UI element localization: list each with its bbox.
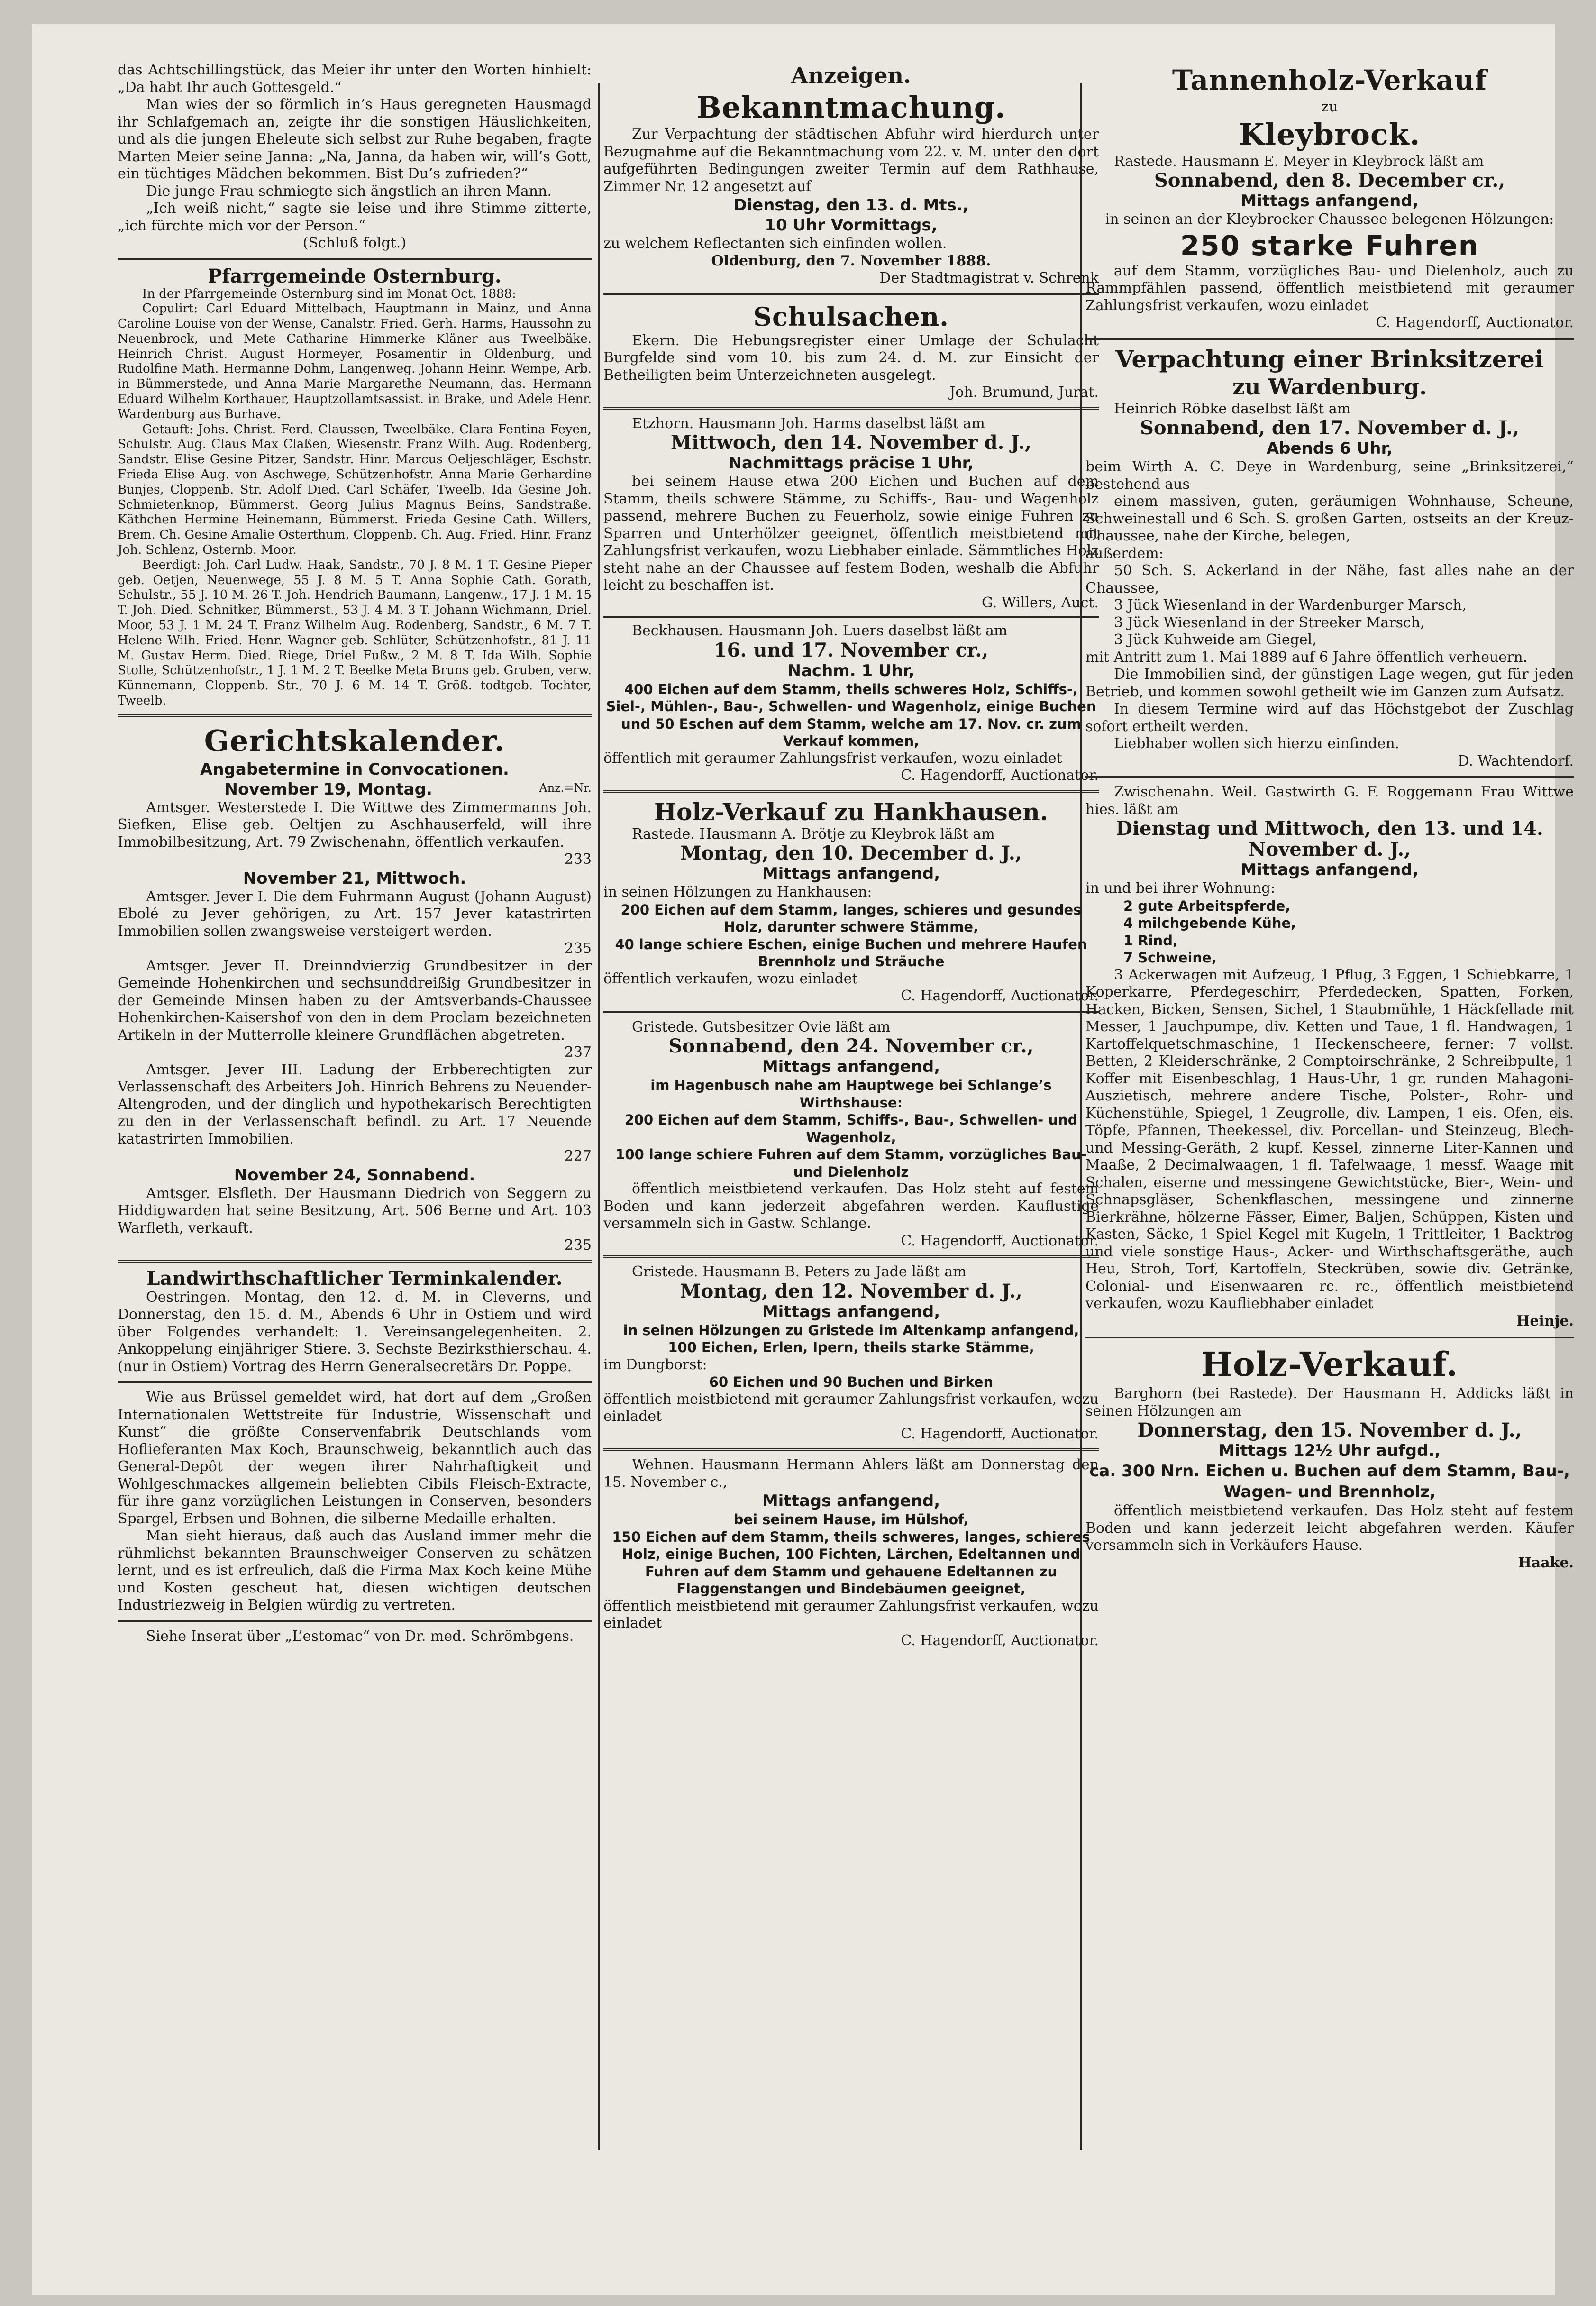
divider — [603, 293, 1099, 295]
divider — [118, 1620, 592, 1622]
ad-head: Rastede. Hausmann E. Meyer in Kleybrock läßt am — [1114, 153, 1484, 170]
ad-date: 16. und 17. November cr., — [713, 639, 989, 661]
divider — [118, 1381, 592, 1383]
ad-signature: C. Hagendorff, Auctionator. — [901, 988, 1099, 1004]
ad-text: öffentlich mit geraumer Zahlungsfrist verkaufen, wozu einladet — [603, 750, 1062, 767]
ad-goods: 150 Eichen auf dem Stamm, theils schweres, langes, schieres Holz, einige Buchen, 100 Fichten, Lärchen, Edeltannen und Fuhren auf dem Stamm und gehauene Edeltannen zu Flaggenstangen und Bindebäumen geeignet, — [612, 1528, 1090, 1597]
story-paragraph: „Ich weiß nicht,“ sagte sie leise und ihre Stimme zitterte, „ich fürchte mich vor der Person.“ — [118, 200, 592, 234]
ad-text: öffentlich verkaufen, wozu einladet — [603, 970, 858, 987]
divider — [603, 407, 1099, 410]
column-header-nr: Anz.=Nr. — [539, 781, 592, 795]
ad-date: Donnerstag, den 15. November d. J., — [1137, 1419, 1522, 1441]
ad-time: Mittags 12½ Uhr aufgd., — [1218, 1441, 1441, 1460]
agri-calendar-text: Oestringen. Montag, den 12. d. M. in Cleverns, und Donnerstag, den 15. d. M., Abends 6 Uhr in Ostiem und wird über Folgendes verhandelt: 1. Vereinsangelegenheiten. 2. Ankoppelung einjähriger Stiere. 3. Sechste Bezirksthierschau. 4. (nur in Ostiem) Vortrag des Herrn Generalsecretärs Dr. Poppe. — [118, 1289, 592, 1375]
story-continued: (Schluß folgt.) — [302, 235, 407, 251]
ad-goods: 60 Eichen und 90 Buchen und Birken — [709, 1374, 994, 1390]
advertisements-heading: Anzeigen. — [791, 63, 911, 88]
ad-time: Mittags anfangend, — [762, 1302, 940, 1321]
ad-head: Heinrich Röbke daselbst läßt am — [1114, 400, 1351, 417]
fir-sale-zu: zu — [1321, 99, 1338, 115]
zwischenahn-ad — [1085, 784, 1574, 1330]
parish-title: Pfarrgemeinde Osternburg. — [208, 265, 502, 287]
ad-time: Nachmittags präcise 1 Uhr, — [728, 454, 974, 473]
ad-text: Die Immobilien sind, der günstigen Lage wegen, gut für jeden Betrieb, und kommen sowohl getheilt wie im Ganzen zum Aufsatz. — [1085, 666, 1574, 700]
ad-item: 1 Rind, — [1123, 932, 1178, 949]
ad-location: in seinen an der Kleybrocker Chaussee belegenen Hölzungen: — [1105, 211, 1554, 228]
ad-goods: 40 lange schiere Eschen, einige Buchen und mehrere Haufen Brennholz und Sträuche — [615, 936, 1087, 970]
ad-text: mit Antritt zum 1. Mai 1889 auf 6 Jahre öffentlich verheuern. — [1085, 649, 1528, 666]
notice-paragraph: Man sieht hieraus, daß auch das Ausland immer mehr die rühmlichst bekannten Braunschweiger Conserven zu schätzen lernt, und es ist erfreulich, daß die Firma Max Koch keine Mühe und Kosten gescheut hat, diesen wichtigen deutschen Industriezweig in Belgien würdig zu vertreten. — [118, 1528, 592, 1614]
hankhausen-ad — [603, 826, 1099, 1005]
court-date: November 21, Mittwoch. — [243, 869, 466, 888]
ad-text: bei seinem Hause etwa 200 Eichen und Buchen auf dem Stamm, theils schwere Stämme, zu Schiffs-, Bau- und Wagenholz passend, mehrere Buchen zu Feuerholz, sowie einige Fuhren zu Sparren und Unterhölzer geeignet, öffentlich meistbietend mit Zahlungsfrist verkaufen, wozu Liebhaber einlade. Sämmtliches Holz steht nahe an der Chaussee auf festem Boden, weshalb die Abfuhr leicht zu beschaffen ist. — [603, 473, 1099, 594]
ad-date: Dienstag und Mittwoch, den 13. und 14. November d. J., — [1116, 817, 1543, 860]
ad-item: 7 Schweine, — [1123, 950, 1217, 966]
ad-location: im Hagenbusch nahe am Hauptwege bei Schlange’s Wirthshause: — [650, 1077, 1052, 1111]
ad-time: Mittags anfangend, — [762, 1492, 940, 1510]
ad-time: Nachm. 1 Uhr, — [787, 661, 915, 680]
ad-time: Mittags anfangend, — [1240, 860, 1419, 879]
ad-text: 3 Ackerwagen mit Aufzeug, 1 Pflug, 3 Eggen, 1 Schiebkarre, 1 Koperkarre, Pferdegeschirr, Pferdedecken, Spatten, Forken, Hacken, Bicken, Sensen, Sichel, 1 Staubmühle, 1 Häckfellade mit Messer, 1 Jauchpumpe, div. Ketten und Taue, 1 fl. Handwagen, 1 Kartoffelquetschmaschine, 1 Heckenscheere, ferner: 7 vollst. Betten, 2 Kleiderschränke, 2 Comptoirschränke, 2 Schreibpulte, 1 Koffer mit Eisenbeschlag, 1 Haus-Uhr, 1 gr. runden Mahagoni-Auszietisch, mehrere andere Tische, Polster-, Rohr- und Küchenstühle, Spiegel, 1 Zeugrolle, div. Lampen, 1 eis. Ofen, eis. Töpfe, Pfannen, Theekessel, div. Porcellan- und Steinzeug, Blech- und Messing-Geräth, 2 kupf. Kessel, zinnerne Liter-Kannen und Maaße, 2 Decimalwaagen, 1 fl. Tafelwaage, 1 messf. Waage mit Schalen, eiserne und messingene Gewichtstücke, Bier-, Wein- und Schnapsgläser, Schenkflaschen, messingene und zinnerne Bierkrähne, hölzerne Fässer, Eimer, Baljen, Schüppen, Kisten und Kasten, Säcke, 1 Spiel Kegel mit Kugeln, 1 Trittleiter, 1 Backtrog und viele sonstige Haus-, Acker- und Wirthschaftsgeräthe, auch Heu, Stroh, Torf, Kartoffeln, Steckrüben, sowie div. Getränke, Colonial- und Eisenwaaren rc. rc., öffentlich meistbietend verkaufen, wozu Kaufliebhaber einladet — [1085, 966, 1574, 1312]
ad-text: Ekern. Die Hebungsregister einer Umlage der Schulacht Burgfelde sind vom 10. bis zum 24. d. M. zur Einsicht der Betheiligten beim Unterzeichneten ausgelegt. — [603, 332, 1099, 384]
school-title: Schulsachen. — [753, 301, 949, 332]
ad-head: Etzhorn. Hausmann Joh. Harms daselbst läßt am — [632, 415, 985, 432]
divider — [1085, 1336, 1574, 1338]
notice-paragraph: Wie aus Brüssel gemeldet wird, hat dort auf dem „Großen Internationalen Wettstreite für Industrie, Wissenschaft und Kunst“ die größte Conservenfabrik Deutschlands vom Hoflieferanten Max Koch, Braunschweig, bekanntlich auch das General-Depôt der wegen ihrer Nahrhaftigkeit und Wohlgeschmackes allgemein beliebten Cibils Fleisch-Extracte, für ihre ganz vorzüglichen Leistungen in Conserven, besonders Spargel, Erbsen und Bohnen, die silberne Medaille erhalten. — [118, 1389, 592, 1527]
ad-date: Sonnabend, den 17. November d. J., — [1140, 417, 1520, 439]
parish-records — [118, 287, 592, 709]
ad-signature: D. Wachtendorf. — [1458, 752, 1574, 769]
ad-highlight: 250 starke Fuhren — [1180, 229, 1479, 262]
etzhorn-ad — [603, 415, 1099, 612]
ad-signature: Der Stadtmagistrat v. Schrenk — [879, 270, 1099, 286]
column-1 — [118, 62, 592, 2261]
ad-text: zu welchem Reflectanten sich einfinden wollen. — [603, 235, 947, 252]
ad-head: Gristede. Hausmann B. Peters zu Jade läßt am — [632, 1263, 967, 1280]
ad-item: 2 gute Arbeitspferde, — [1123, 897, 1291, 914]
divider — [603, 1448, 1099, 1451]
brink-ad — [1085, 401, 1574, 770]
divider — [118, 1260, 592, 1263]
column-3 — [1085, 62, 1574, 2261]
brink-title: Verpachtung einer Brinksitzerei — [1115, 345, 1544, 373]
ad-date: Sonnabend, den 24. November cr., — [668, 1035, 1034, 1057]
ad-date: Sonnabend, den 8. December cr., — [1154, 169, 1505, 192]
fir-sale-title: Tannenholz-Verkauf — [1172, 64, 1487, 96]
ad-date: Montag, den 10. December d. J., — [680, 842, 1022, 864]
ad-item: außerdem: — [1085, 545, 1164, 562]
parish-buried: Beerdigt: Joh. Carl Ludw. Haak, Sandstr., 70 J. 8 M. 1 T. Gesine Pieper geb. Oetjen, Neuenwege, 55 J. 8 M. 5 T. Anna Sophie Cath. Gorath, Schulstr., 55 J. 10 M. 26 T. Joh. Hendrich Baumann, Langenw., 17 J. 1 M. 15 T. Joh. Died. Schnitker, Bümmerst., 53 J. 4 M. 3 T. Johann Wichmann, Driel. Moor, 53 J. 1 M. 24 T. Franz Wilhelm Aug. Rodenberg, Sandstr., 6 M. 7 T. Helene Wilh. Fried. Henr. Wagner geb. Schlüter, Schützenhofstr., 81 J. 11 M. Gustav Herm. Died. Riege, Driel Fußw., 2 M. 8 T. Ida Wilh. Sophie Stolle, Schützenhofstr., 1 J. 1 M. 2 T. Beelke Meta Bruns geb. Gruben, verw. Künnemann, Cloppenb. Str., 70 J. 6 M. 14 T. Größ. todtgeb. Tochter, Tweelb. — [118, 558, 592, 708]
ad-item: 3 Jück Kuhweide am Giegel, — [1114, 631, 1317, 648]
ad-head: Gristede. Gutsbesitzer Ovie läßt am — [632, 1018, 891, 1035]
ad-signature: C. Hagendorff, Auctionator. — [1376, 314, 1574, 331]
ad-place-date: Oldenburg, den 7. November 1888. — [711, 252, 991, 269]
wehnen-ad — [603, 1456, 1099, 1649]
gristede-ad-1 — [603, 1019, 1099, 1250]
ad-item: einem massiven, guten, geräumigen Wohnhause, Scheune, Schweinestall und 6 Sch. S. großen Garten, ostseits an der Kreuz-Chaussee, nahe der Kirche, belegen, — [1085, 493, 1574, 544]
ad-date: Dienstag, den 13. d. Mts., — [733, 196, 969, 215]
divider — [1085, 338, 1574, 340]
ad-text: öffentlich meistbietend verkaufen. Das Holz steht auf festem Boden und kann jederzeit abgefahren werden. Kauflustige versammeln sich in Gastw. Schlange. — [603, 1180, 1099, 1232]
story-paragraph: Die junge Frau schmiegte sich ängstlich an ihren Mann. — [146, 183, 552, 200]
ad-goods: 200 Eichen auf dem Stamm, langes, schieres und gesundes Holz, darunter schwere Stämme, — [620, 901, 1082, 935]
gristede-ad-2 — [603, 1263, 1099, 1443]
ad-text: öffentlich meistbietend mit geraumer Zahlungsfrist verkaufen, wozu einladet — [603, 1391, 1099, 1425]
court-calendar-title: Gerichtskalender. — [204, 723, 505, 758]
serial-story — [118, 62, 592, 252]
divider — [603, 790, 1099, 793]
brussels-notice — [118, 1389, 592, 1614]
court-entry: Amtsger. Westerstede I. Die Wittwe des Zimmermanns Joh. Siefken, Elise geb. Oeltjen zu Aschhauserfeld, will ihre Immobilbesitzung, Art. 79 Zwischenahn, öffentlich verkaufen. — [118, 799, 592, 851]
ad-text: öffentlich meistbietend mit geraumer Zahlungsfrist verkaufen, wozu einladet — [603, 1597, 1099, 1631]
ad-time: Mittags anfangend, — [762, 1057, 940, 1076]
agri-calendar-title: Landwirthschaftlicher Terminkalender. — [146, 1267, 563, 1290]
parish-baptized: Getauft: Johs. Christ. Ferd. Claussen, Tweelbäke. Clara Fentina Feyen, Schulstr. Aug. Claus Max Claßen, Wiesenstr. Franz Wilh. Aug. Rodenberg, Sandstr. Elise Gesine Pitzer, Sandstr. Hinr. Marcus Oeljeschläger, Eschstr. Frieda Elise Aug. von Aschwege, Schützenhofstr. Anna Marie Gerhardine Bunjes, Cloppenb. Str. Adolf Died. Carl Schäfer, Tweelb. Ida Gesine Joh. Schmietenknop, Bümmerst. Georg Julius Magnus Beins, Sandstraße. Käthchen Hermine Heinemann, Bümmerst. Frieda Gesine Cath. Willers, Brem. Ch. Gesine Amalie Osterthum, Cloppenb. Ch. Aug. Fried. Hinr. Franz Joh. Schlenz, Osternb. Moor. — [118, 422, 592, 558]
ad-time: 10 Uhr Vormittags, — [765, 216, 938, 235]
beckhausen-ad — [603, 622, 1099, 785]
ad-text: In diesem Termine wird auf das Höchstgebot der Zuschlag sofort ertheilt werden. — [1085, 701, 1574, 735]
ad-location: in und bei ihrer Wohnung: — [1085, 880, 1276, 897]
divider — [603, 616, 1099, 618]
column-rule-left — [598, 83, 600, 2150]
court-date: November 19, Montag. — [224, 779, 432, 799]
ad-location: bei seinem Hause, im Hülshof, — [733, 1511, 969, 1528]
divider — [118, 714, 592, 717]
ad-head: Wehnen. Hausmann Hermann Ahlers läßt am Donnerstag den 15. November c., — [603, 1456, 1099, 1491]
story-paragraph: Man wies der so förmlich in’s Haus geregneten Hausmagd ihr Schlafgemach an, zeigte ihr die sonstigen Häuslichkeiten, und als die jungen Eheleute sich selbst zur Ruhe begaben, fragte Marten Meier seine Janna: „Na, Janna, da haben wir, will’s Gott, ein tüchtiges Mädchen bekommen. Bist Du’s zufrieden?“ — [118, 96, 592, 182]
entry-number: 227 — [564, 1148, 592, 1165]
court-date: November 24, Sonnabend. — [234, 1165, 475, 1185]
ad-goods: 100 Eichen, Erlen, Ipern, theils starke Stämme, — [668, 1339, 1034, 1355]
wood-sale-ad — [1085, 1385, 1574, 1572]
ad-time: Abends 6 Uhr, — [1266, 439, 1393, 458]
ad-location: im Dungborst: — [603, 1356, 707, 1373]
ad-goods: ca. 300 Nrn. Eichen u. Buchen auf dem Stamm, Bau-, Wagen- und Brennholz, — [1089, 1462, 1570, 1501]
ad-time: Mittags anfangend, — [1240, 192, 1419, 210]
entry-number: 233 — [564, 851, 592, 868]
divider — [603, 1011, 1099, 1013]
hankhausen-title: Holz-Verkauf zu Hankhausen. — [654, 797, 1049, 826]
ad-signature: Haake. — [1518, 1554, 1574, 1571]
ad-item: 50 Sch. S. Ackerland in der Nähe, fast alles nahe an der Chaussee, — [1085, 562, 1574, 596]
ad-text: öffentlich meistbietend verkaufen. Das Holz steht auf festem Boden und kann jederzeit leicht abgefahren werden. Käufer versammeln sich in Verkäufers Hause. — [1085, 1502, 1574, 1554]
parish-intro: In der Pfarrgemeinde Osternburg sind im Monat Oct. 1888: — [142, 286, 516, 301]
court-entries — [118, 799, 592, 1254]
announcement-ad — [603, 126, 1099, 287]
ad-date: Mittwoch, den 14. November d. J., — [671, 431, 1031, 454]
ad-head: Barghorn (bei Rastede). Der Hausmann H. Addicks läßt in seinen Hölzungen am — [1085, 1385, 1574, 1419]
ad-signature: C. Hagendorff, Auctionator. — [901, 1232, 1099, 1249]
entry-number: 237 — [564, 1044, 592, 1061]
ad-signature: Heinje. — [1516, 1312, 1574, 1329]
parish-married: Copulirt: Carl Eduard Mittelbach, Hauptmann in Mainz, und Anna Caroline Louise von der Wense, Canalstr. Fried. Gerh. Harms, Haussohn zu Neuenbrock, und Mete Catharine Himmerke Kläner aus Tweelbäke. Heinrich Christ. August Hormeyer, Posamentir in Oldenburg, und Rudolfine Math. Hermanne Dohm, Langenweg. Johann Heinr. Wempe, Arb. in Bümmerstede, und Anna Marie Margarethe Neumann, das. Hermann Eduard Wilhelm Korthauer, Hauptzollamtsassist. in Brake, und Adele Henr. Wardenburg aus Burhave. — [118, 302, 592, 421]
court-entry: Amtsger. Jever II. Dreinndvierzig Grundbesitzer in der Gemeinde Hohenkirchen und sechsunddreißig Grundbesitzer in der Gemeinde Minsen haben zu der Amtsverbands-Chaussee Hohenkirchen-Kaisershof von den in dem Proclam bezeichneten Artikeln in der Mutterrolle kleinere Grundflächen abgetreten. — [118, 957, 592, 1043]
ad-item: 3 Jück Wiesenland in der Wardenburger Marsch, — [1114, 597, 1467, 613]
court-subtitle: Angabetermine in Convocationen. — [200, 760, 509, 779]
school-ad — [603, 332, 1099, 402]
ad-signature: Joh. Brumund, Jurat. — [949, 384, 1099, 401]
ad-text: auf dem Stamm, vorzügliches Bau- und Dielenholz, auch zu Rammpfählen passend, öffentlich meistbietend mit geraumer Zahlungsfrist verkaufen, wozu einladet — [1085, 262, 1574, 314]
ad-goods: 100 lange schiere Fuhren auf dem Stamm, vorzügliches Bau- und Dielenholz — [615, 1146, 1087, 1180]
entry-number: 235 — [564, 940, 592, 957]
ad-text: Zur Verpachtung der städtischen Abfuhr wird hierdurch unter Bezugnahme auf die Bekanntmachung vom 22. v. M. unter den dort aufgeführten Bedingungen zweiter Termin auf dem Rathhause, Zimmer Nr. 12 angesetzt auf — [603, 126, 1099, 195]
ad-item: 4 milchgebende Kühe, — [1123, 915, 1296, 931]
brink-place: zu Wardenburg. — [1232, 374, 1427, 400]
ad-head: Zwischenahn. Weil. Gastwirth G. F. Roggemann Frau Wittwe hies. läßt am — [1085, 784, 1574, 818]
story-paragraph: das Achtschillingstück, das Meier ihr unter den Worten hinhielt: „Da habt Ihr auch Gottesgeld.“ — [118, 62, 592, 96]
fir-sale-ad — [1085, 153, 1574, 332]
ad-location: in seinen Hölzungen zu Gristede im Altenkamp anfangend, — [623, 1322, 1079, 1338]
entry-number: 235 — [564, 1237, 592, 1254]
ad-signature: C. Hagendorff, Auctionator. — [901, 1632, 1099, 1649]
wood-sale-title: Holz-Verkauf. — [1201, 1345, 1459, 1384]
divider — [118, 258, 592, 260]
court-entry: Amtsger. Elsfleth. Der Hausmann Diedrich von Seggern zu Hiddigwarden hat seine Besitzung, Art. 506 Berne und Art. 103 Warfleth, verkauft. — [118, 1185, 592, 1236]
newspaper-page — [32, 24, 1574, 2295]
court-entry: Amtsger. Jever I. Die dem Fuhrmann August (Johann August) Ebolé zu Jever gehörigen, zu Art. 157 Jever katastrirten Immobilien sollen zwangsweise versteigert werden. — [118, 888, 592, 940]
ad-text: in seinen Hölzungen zu Hankhausen: — [603, 884, 872, 900]
ad-item: 3 Jück Wiesenland in der Streeker Marsch, — [1114, 614, 1425, 631]
ad-head: Beckhausen. Hausmann Joh. Luers daselbst läßt am — [632, 622, 1008, 639]
fir-sale-place: Kleybrock. — [1239, 117, 1421, 152]
ad-signature: C. Hagendorff, Auctionator. — [901, 1425, 1099, 1442]
ad-signature: C. Hagendorff, Auctionator. — [901, 767, 1099, 784]
ad-goods: 200 Eichen auf dem Stamm, Schiffs-, Bau-, Schwellen- und Wagenholz, — [624, 1112, 1078, 1145]
ad-text: beim Wirth A. C. Deye in Wardenburg, seine „Brinksitzerei,“ bestehend aus — [1085, 458, 1574, 493]
ad-date: Montag, den 12. November d. J., — [680, 1280, 1022, 1302]
ad-goods: 400 Eichen auf dem Stamm, theils schweres Holz, Schiffs-, Siel-, Mühlen-, Bau-, Schwellen- und Wagenholz, einige Buchen und 50 Eschen auf dem Stamm, welche am 17. Nov. cr. zum Verkauf kommen, — [606, 681, 1096, 749]
court-entry: Amtsger. Jever III. Ladung der Erbberechtigten zur Verlassenschaft des Arbeiters Joh. Hinrich Behrens zu Neuender-Altengroden, und der dinglich und hypothekarisch Berechtigten zu den in der Verlassenschaft befindl. zu Art. 17 Neuende katastrirten Immobilien. — [118, 1061, 592, 1147]
divider — [603, 1255, 1099, 1258]
column-2 — [603, 62, 1099, 2261]
ad-head: Rastede. Hausmann A. Brötje zu Kleybrok läßt am — [632, 825, 995, 842]
ad-text: Liebhaber wollen sich hierzu einfinden. — [1114, 735, 1400, 752]
divider — [1085, 776, 1574, 778]
see-advert-note: Siehe Inserat über „L’estomac“ von Dr. med. Schrömbgens. — [146, 1628, 574, 1645]
announcement-title: Bekanntmachung. — [696, 90, 1006, 125]
ad-signature: G. Willers, Auct. — [981, 594, 1099, 611]
ad-time: Mittags anfangend, — [762, 864, 940, 883]
